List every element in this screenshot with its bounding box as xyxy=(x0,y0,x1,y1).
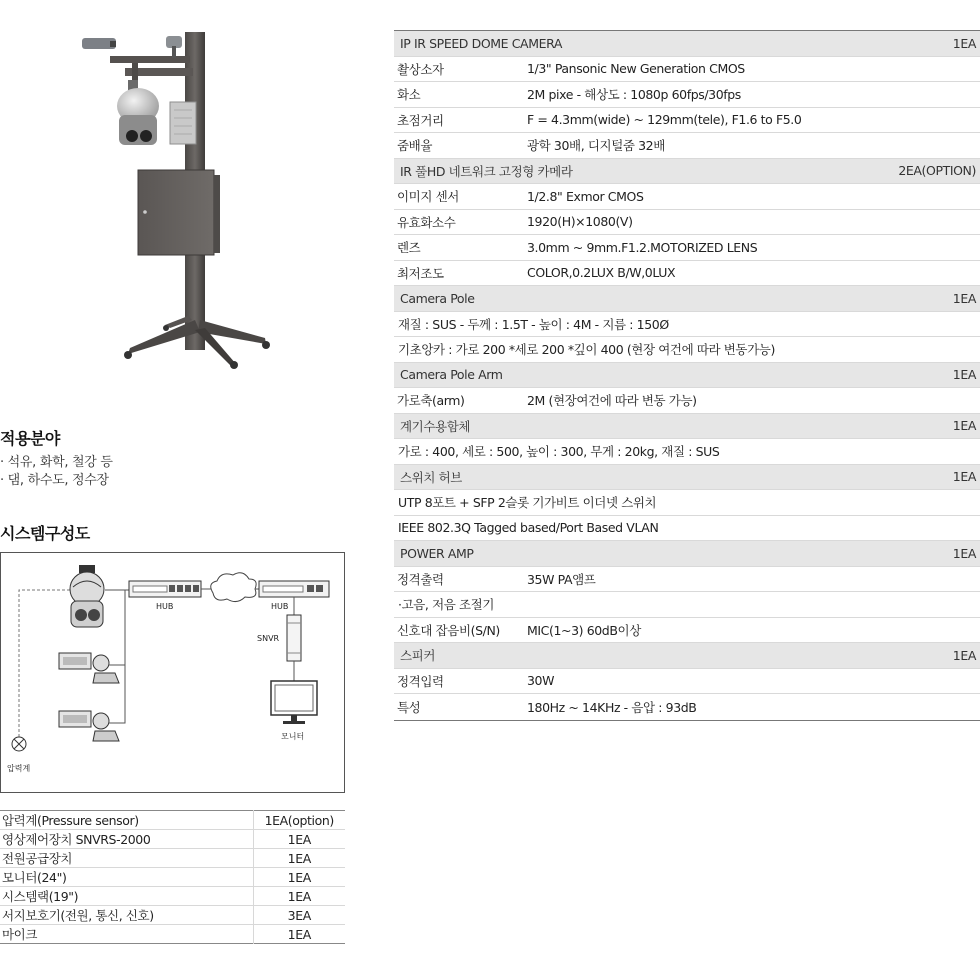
section-quantity: 1EA xyxy=(952,647,976,663)
snvr-icon xyxy=(287,615,301,661)
spec-row xyxy=(394,694,980,720)
spec-section-header xyxy=(394,465,980,491)
component-quantity: 1EA xyxy=(253,887,345,906)
spec-row xyxy=(394,184,980,210)
spec-key: 유효화소수 xyxy=(397,214,456,230)
spec-key: 신호대 잡음비(S/N) xyxy=(397,622,500,638)
spec-row xyxy=(394,490,980,516)
hub-label: HUB xyxy=(271,602,289,611)
spec-key: 정격출력 xyxy=(397,571,444,587)
spec-row xyxy=(394,235,980,261)
spec-value: COLOR,0.2LUX B/W,0LUX xyxy=(527,265,676,281)
component-quantity: 1EA xyxy=(253,868,345,887)
spec-row xyxy=(394,133,980,159)
section-title: Camera Pole Arm xyxy=(400,367,503,383)
network-cloud-icon xyxy=(211,573,256,602)
spec-key: 최저조도 xyxy=(397,265,444,281)
spec-text: 재질 : SUS - 두께 : 1.5T - 높이 : 4M - 지름 : 150Ø xyxy=(398,316,669,332)
spec-row xyxy=(394,82,980,108)
component-quantity: 3EA xyxy=(253,906,345,925)
component-quantity: 1EA xyxy=(253,925,345,944)
spec-key: 초점거리 xyxy=(397,112,444,128)
spec-key: 줌배율 xyxy=(397,138,433,154)
section-quantity: 2EA(OPTION) xyxy=(898,163,976,179)
section-quantity: 1EA xyxy=(952,290,976,306)
application-item: · 댐, 하수도, 정수장 xyxy=(0,473,109,488)
spec-section-header xyxy=(394,643,980,669)
spec-text: UTP 8포트 + SFP 2슬롯 기가비트 이더넷 스위치 xyxy=(398,495,657,511)
spec-row xyxy=(394,516,980,542)
spec-section-header xyxy=(394,31,980,57)
spec-section-header xyxy=(394,159,980,185)
spec-value: 1920(H)×1080(V) xyxy=(527,214,633,230)
spec-value: 30W xyxy=(527,673,555,689)
hub-icon xyxy=(259,581,329,597)
component-row xyxy=(0,868,345,887)
component-name: 모니터(24") xyxy=(0,868,253,887)
components-table xyxy=(0,810,345,944)
spec-key: 이미지 센서 xyxy=(397,189,459,205)
spec-key: 정격입력 xyxy=(397,673,444,689)
component-row xyxy=(0,887,345,906)
spec-value: MIC(1~3) 60dB이상 xyxy=(527,622,641,638)
section-quantity: 1EA xyxy=(952,469,976,485)
section-quantity: 1EA xyxy=(952,418,976,434)
component-name: 압력계(Pressure sensor) xyxy=(2,813,139,828)
spec-key: 화소 xyxy=(397,87,421,103)
component-name: 서지보호기(전원, 통신, 신호) xyxy=(0,906,253,925)
spec-row xyxy=(394,261,980,287)
pressure-gauge-icon xyxy=(12,737,26,751)
spec-row xyxy=(394,439,980,465)
spec-row xyxy=(394,567,980,593)
section-quantity: 1EA xyxy=(952,545,976,561)
bullet-camera-icon xyxy=(59,711,119,741)
spec-value: 35W PA앰프 xyxy=(527,571,596,587)
spec-row xyxy=(394,57,980,83)
spec-value: 1/2.8" Exmor CMOS xyxy=(527,188,644,204)
spec-key: 가로축(arm) xyxy=(397,393,465,409)
spec-key: 특성 xyxy=(397,699,421,715)
monitor-label: 모니터 xyxy=(281,732,305,741)
hub-icon xyxy=(129,581,201,597)
spec-key: 촬상소자 xyxy=(397,61,444,77)
component-quantity: 1EA(option) xyxy=(253,811,345,830)
spec-row xyxy=(394,388,980,414)
component-name: 영상제어장치 SNVRS-2000 xyxy=(0,830,253,849)
section-quantity: 1EA xyxy=(952,35,976,51)
snvr-label: SNVR xyxy=(257,634,280,643)
spec-row xyxy=(394,592,980,618)
section-title: POWER AMP xyxy=(400,545,474,561)
section-title: IR 풀HD 네트워크 고정형 카메라 xyxy=(400,163,573,179)
spec-text: 기초앙카 : 가로 200 *세로 200 *깊이 400 (현장 여건에 따라 변동가능) xyxy=(398,342,775,358)
component-name: 시스템랙(19") xyxy=(0,887,253,906)
section-title: 스피커 xyxy=(400,648,436,664)
component-quantity: 1EA xyxy=(253,849,345,868)
spec-value: 2M pixe - 해상도 : 1080p 60fps/30fps xyxy=(527,87,741,103)
spec-value: 180Hz ~ 14KHz - 음압 : 93dB xyxy=(527,699,697,715)
component-name: 전원공급장치 xyxy=(0,849,253,868)
section-title: 스위치 허브 xyxy=(400,469,462,485)
spec-row xyxy=(394,312,980,338)
spec-row xyxy=(394,618,980,644)
camera-pole-product-image xyxy=(70,20,280,370)
spec-value: 2M (현장여건에 따라 변동 가능) xyxy=(527,393,697,409)
spec-row xyxy=(394,210,980,236)
dome-camera-icon xyxy=(70,565,104,627)
spec-section-header xyxy=(394,541,980,567)
spec-value: F = 4.3mm(wide) ~ 129mm(tele), F1.6 to F5.0 xyxy=(527,112,802,128)
section-title: IP IR SPEED DOME CAMERA xyxy=(400,35,563,51)
bullet-camera-icon xyxy=(59,653,119,683)
spec-text: 가로 : 400, 세로 : 500, 높이 : 300, 무게 : 20kg, 재질 : SUS xyxy=(398,444,720,460)
application-field-title: 적용분야 xyxy=(0,429,60,448)
spec-section-header xyxy=(394,286,980,312)
component-row xyxy=(0,906,345,925)
component-name: 마이크 xyxy=(0,925,253,944)
system-diagram-title: 시스템구성도 xyxy=(0,524,90,543)
spec-section-header xyxy=(394,414,980,440)
spec-row xyxy=(394,669,980,695)
component-row xyxy=(0,830,345,849)
spec-section-header xyxy=(394,363,980,389)
section-title: 계기수용함체 xyxy=(400,418,471,434)
spec-text: IEEE 802.3Q Tagged based/Port Based VLAN xyxy=(398,520,659,536)
hub-label: HUB xyxy=(156,602,174,611)
monitor-icon xyxy=(271,681,317,724)
system-configuration-diagram xyxy=(0,552,345,793)
component-row xyxy=(0,925,345,944)
spec-value: 3.0mm ~ 9mm.F1.2.MOTORIZED LENS xyxy=(527,239,758,255)
application-item: · 석유, 화학, 철강 등 xyxy=(0,455,113,470)
specification-table xyxy=(394,30,980,721)
component-row xyxy=(0,849,345,868)
spec-key: 렌즈 xyxy=(397,240,421,256)
component-row xyxy=(0,811,345,830)
pressure-gauge-label: 압력계 xyxy=(7,764,31,773)
section-quantity: 1EA xyxy=(952,367,976,383)
section-title: Camera Pole xyxy=(400,290,475,306)
component-quantity: 1EA xyxy=(253,830,345,849)
spec-value: 1/3" Pansonic New Generation CMOS xyxy=(527,61,745,77)
spec-row xyxy=(394,337,980,363)
spec-text: ·고음, 저음 조절기 xyxy=(398,597,495,613)
spec-value: 광학 30배, 디지털줌 32배 xyxy=(527,138,665,154)
spec-row xyxy=(394,108,980,134)
